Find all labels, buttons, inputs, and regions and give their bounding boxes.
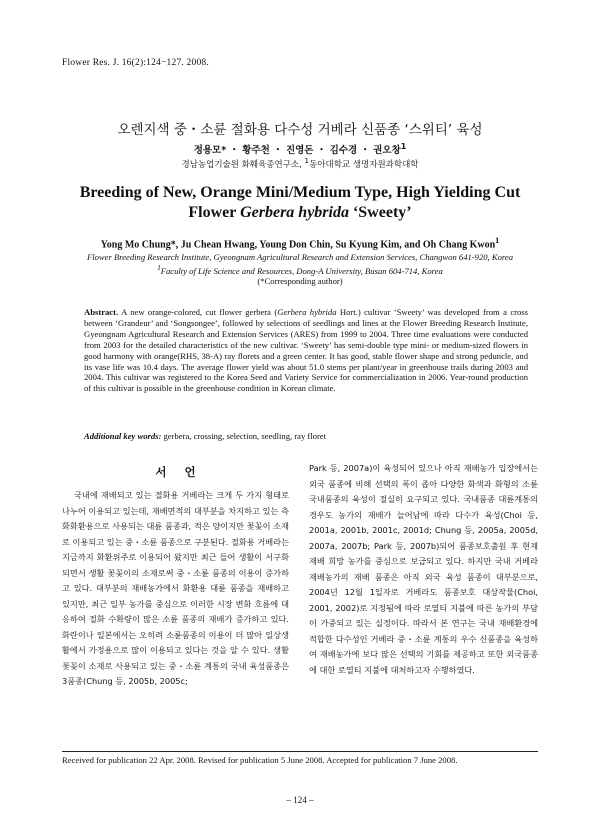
korean-affiliation-superscript: 1 [304,156,310,165]
abstract-label: Abstract. [84,307,119,317]
left-column-paragraph: 국내에 재배되고 있는 절화용 거베라는 크게 두 가지 형태로 나누어 이용되고 있는데, 재배면적의 대부분을 차지하고 있는 측화화환용으로 사용되는 대륜 품종과, 적은 양이지만 꽃꽂이 소재로 이용되고 있는 중・소륜 품종으로 구분된다. 절화용 거베라는 지금까지 화환위주로 이용되어 왔지만 최근 들어 생활이 서구화되면서 생활 꽃꽂이의 소재로써 중・소륜 품종의 이용이 증가하고 있다. 대부분의 재배농가에서 화환용 대륜 품종을 재배하고 있지만, 최근 일부 농가를 중심으로 이러한 시장 변화 흐름에 대응하여 절화 수확량이 많은 소륜 품종의 재배가 증가하고 있다. 화란이나 일본에서는 오히려 소륜품종의 이용이 더 많아 일상생활에서 가정용으로 많이 이용되고 있다는 것을 알 수 있다. 생활 꽃꽂이 소재로 사용되고 있는 중・소륜 계통의 국내 육성품종은 3품종(Chung 등, 2005b, 2005c; [62,490,289,686]
english-title-line1: Breeding of New, Orange Mini/Medium Type, High Yielding Cut [79,184,521,201]
abstract [84,307,528,394]
abstract-species: Gerbera hybrida [277,307,337,317]
footnote-divider [62,751,538,752]
korean-affiliation-main: 경남농업기술원 화훼육종연구소, [181,159,305,170]
keywords-label: Additional key words: [84,431,162,441]
body-left-column [62,465,289,690]
korean-author-names: 정용모* ・ 황주천 ・ 진영돈 ・ 김수경 ・ 권오창 [193,145,401,157]
english-authors [0,236,600,250]
english-title-species: Gerbera hybrida [240,204,349,221]
english-author-names: Yong Mo Chung*, Ju Chean Hwang, Young Don Chin, Su Kyung Kim, and Oh Chang Kwon [100,239,496,251]
english-affiliation-superscript: 1 [157,264,161,272]
korean-author-superscript: 1 [400,142,407,151]
keywords [84,431,528,441]
page-number: – 124 – [286,795,314,805]
english-title-cultivar: ‘Sweety’ [348,204,412,221]
english-affiliation-line2 [40,263,560,277]
english-title-line2 [40,203,560,223]
korean-affiliation-second: 동아대학교 생명자원과학대학 [309,159,419,170]
english-affiliation-second: Faculty of Life Science and Resources, Dong-A University, Busan 604-714, Korea [160,265,443,276]
english-affiliation-line1: Flower Breeding Research Institute, Gyeongnam Agricultural Research and Extension Services, Changwon 641-920, Korea [86,252,514,262]
korean-affiliation [0,156,600,170]
corresponding-author-note: (*Corresponding author) [257,276,343,286]
right-column-paragraph: Park 등, 2007a)이 육성되어 있으나 아직 재배농가 입장에서는 외국 품종에 비해 선택의 폭이 좁아 다양한 화색과 화형의 소륜 국내품종의 육성이 절실히 요구되고 있다. 국내품종 대륜계통의 경우도 농가의 재배가 늘어남에 따라 다수가 육성(Choi 등, 2001a, 2001b, 2001c, 2001d; Chung 등, 2005a, 2005d, 2007a, 2007b; Park 등, 2007b)되어 품종보호출원 후 현재 재배 희망 농가를 중심으로 보급되고 있다. 하지만 국내 거베라 재배농가의 재배 품종은 아직 외국 육성 품종이 대부분으로, 2004년 12월 1일자로 거베라도 품종보호 대상작물(Choi, 2001, 2002)로 지정됨에 따라 로열티 지불에 따른 농가의 부담이 가중되고 있는 실정이다. 따라서 본 연구는 국내 재배환경에 적합한 다수성인 거베라 중・소륜 계통의 우수 신품종을 육성하여 재배농가에 보다 많은 선택의 기회를 제공하고 또한 외국품종에 대한 로열티 지불에 대처하고자 수행하였다. [309,463,538,675]
journal-reference: Flower Res. J. 16(2):124−127. 2008. [62,58,209,68]
keywords-text: gerbera, crossing, selection, seedling, ray floret [161,431,327,441]
english-author-superscript: 1 [495,236,500,245]
abstract-text-part1: A new orange-colored, cut flower gerbera ( [118,307,278,317]
korean-title: 오렌지색 중・소륜 절화용 다수성 거베라 신품종 ‘스위티’ 육성 [117,122,483,138]
english-title-prefix: Flower [188,204,241,221]
body-right-column [309,461,538,678]
korean-authors [0,142,600,156]
english-title [40,183,560,223]
english-affiliation [40,252,560,277]
publication-footnote: Received for publication 22 Apr. 2008. Revised for publication 5 June 2008. Accepted for publication 7 June 2008. [62,755,458,765]
abstract-text-part2: Hort.) cultivar ‘Sweety’ was developed from a cross between ‘Grandeur’ and ‘Songsongee’, followed by selections of seedlings and lines at the Flower Breeding Research Institute, Gyeongnam Agricultural Research and Extension Services (ARES) from 1999 to 2004. Three time evaluations were conducted from 2003 for the detailed characteristics of the new cultivar. ‘Sweety’ has semi-double type mini- or medium-sized flowers in good harmony with orange(RHS, 38-A) ray florets and a green center. It has good, stable flower shape and strong peduncle, and its vase life was 10.4 days. The average flower yield was about 51.0 stems per plant/year in greenhouse trails during 2003 and 2004. This cultivar was registered to the Korea Seed and Variety Service for commercialization in 2006. Year-round production of this cultivar is possible in the greenhouse condition in Korean climate. [84,307,528,394]
section-heading-introduction: 서언 [155,465,214,479]
